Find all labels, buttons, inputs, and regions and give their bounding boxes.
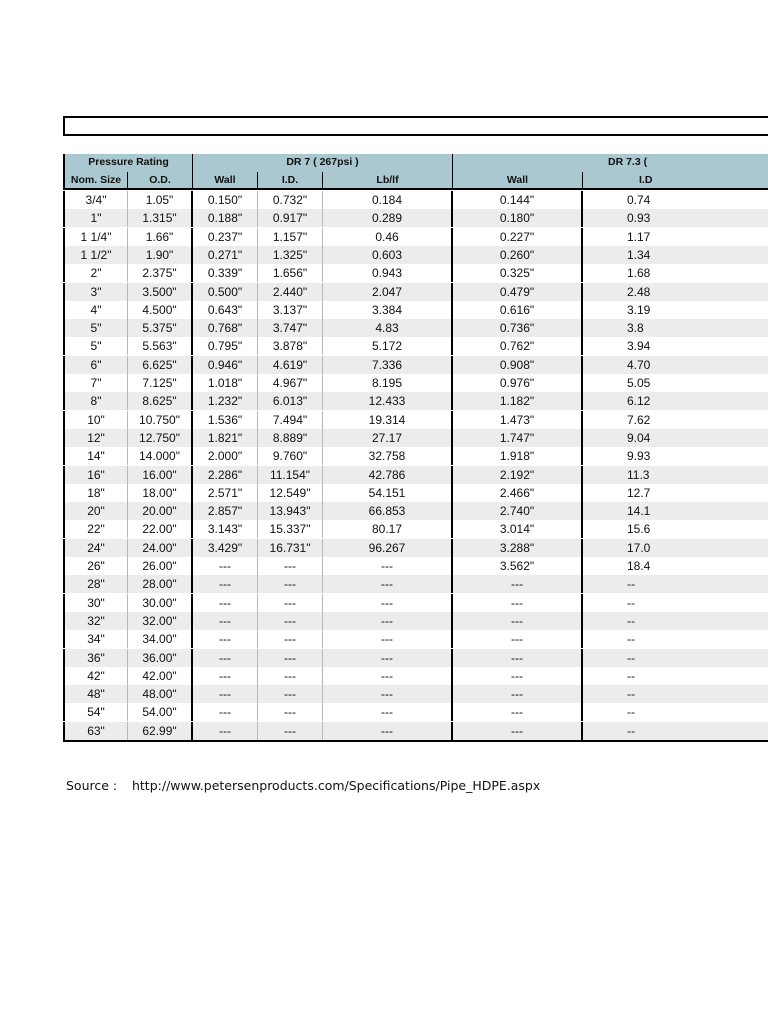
table-row xyxy=(63,319,768,337)
cell-lb-lf: --- xyxy=(323,667,453,685)
cell-nom-size: 24" xyxy=(63,539,128,557)
dr7-header: DR 7 ( 267psi ) xyxy=(193,154,453,172)
dr73-header: DR 7.3 ( xyxy=(453,154,768,172)
cell-id: 6.013" xyxy=(258,392,323,410)
cell-lb-lf: 27.17 xyxy=(323,429,453,447)
table-row xyxy=(63,703,768,721)
cell-nom-size: 1 1/4" xyxy=(63,228,128,246)
cell-id-2: 1.68 xyxy=(627,266,651,281)
cell-nom-size: 34" xyxy=(63,630,128,648)
cell-id: 4.967" xyxy=(258,374,323,392)
cell-od: 7.125" xyxy=(128,374,193,392)
col-id: I.D. xyxy=(258,172,323,190)
cell-lb-lf: 0.289 xyxy=(323,209,453,227)
cell-wall-2: 0.908" xyxy=(453,356,583,374)
table-row xyxy=(63,557,768,575)
cell-od: 1.66" xyxy=(128,228,193,246)
cell-nom-size: 10" xyxy=(63,411,128,429)
cell-nom-size: 16" xyxy=(63,466,128,484)
cell-nom-size: 20" xyxy=(63,502,128,520)
cell-wall-2: 1.918" xyxy=(453,447,583,465)
cell-id-2: 17.0 xyxy=(583,539,768,557)
cell-id-2: 11.3 xyxy=(583,466,768,484)
cell-od: 5.563" xyxy=(128,337,193,355)
table-row xyxy=(63,283,768,301)
col-wall: Wall xyxy=(193,172,258,190)
cell-id: 15.337" xyxy=(258,520,323,538)
cell-od: 42.00" xyxy=(128,667,193,685)
table-row xyxy=(63,502,768,520)
cell-id: --- xyxy=(258,575,323,593)
cell-od: 16.00" xyxy=(128,466,193,484)
cell-id-2: -- xyxy=(627,668,635,683)
cell-id-2: 0.93 xyxy=(583,209,768,227)
cell-lb-lf: 2.047 xyxy=(323,283,453,301)
cell-wall: 2.000" xyxy=(193,447,258,465)
cell-wall: 2.571" xyxy=(193,484,258,502)
cell-od: 22.00" xyxy=(128,520,193,538)
cell-wall: --- xyxy=(193,667,258,685)
table-row xyxy=(63,722,768,740)
cell-lb-lf: 0.184 xyxy=(323,191,453,209)
cell-id: 3.878" xyxy=(258,337,323,355)
table-row xyxy=(63,246,768,264)
cell-nom-size: 28" xyxy=(63,575,128,593)
cell-lb-lf: 0.943 xyxy=(323,264,453,282)
cell-wall: 0.188" xyxy=(193,209,258,227)
cell-nom-size: 8" xyxy=(63,392,128,410)
cell-wall-2: --- xyxy=(453,594,583,612)
cell-id: 4.619" xyxy=(258,356,323,374)
table-title-bar xyxy=(63,116,768,136)
cell-nom-size: 63" xyxy=(63,722,128,740)
cell-wall: --- xyxy=(193,630,258,648)
cell-id: 3.137" xyxy=(258,301,323,319)
cell-id-2: 7.62 xyxy=(627,412,651,427)
cell-id-2: 1.34 xyxy=(583,246,768,264)
cell-id-2: -- xyxy=(583,685,768,703)
col-nom-size: Nom. Size xyxy=(63,172,128,190)
cell-id: --- xyxy=(258,612,323,630)
cell-wall: --- xyxy=(193,594,258,612)
column-header-row xyxy=(63,172,768,190)
cell-nom-size: 6" xyxy=(63,356,128,374)
cell-id-2: 3.94 xyxy=(627,339,651,354)
cell-od: 1.05" xyxy=(128,191,193,209)
cell-wall-2: 0.144" xyxy=(453,191,583,209)
table-row xyxy=(63,575,768,593)
cell-id: 9.760" xyxy=(258,447,323,465)
cell-wall: 1.536" xyxy=(193,411,258,429)
cell-wall-2: 0.616" xyxy=(453,301,583,319)
cell-od: 6.625" xyxy=(128,356,193,374)
cell-wall-2: 0.227" xyxy=(453,228,583,246)
cell-lb-lf: 80.17 xyxy=(323,520,453,538)
cell-wall: 1.821" xyxy=(193,429,258,447)
cell-od: 34.00" xyxy=(128,630,193,648)
cell-id: --- xyxy=(258,685,323,703)
cell-nom-size: 7" xyxy=(63,374,128,392)
cell-id-2: -- xyxy=(627,705,635,720)
cell-id: --- xyxy=(258,594,323,612)
cell-od: 5.375" xyxy=(128,319,193,337)
source-line xyxy=(66,778,540,793)
cell-wall: --- xyxy=(193,685,258,703)
cell-lb-lf: 0.603 xyxy=(323,246,453,264)
table-row xyxy=(63,374,768,392)
cell-wall-2: --- xyxy=(453,685,583,703)
pressure-rating-header: Pressure Rating xyxy=(63,154,193,172)
table-row xyxy=(63,191,768,209)
cell-od: 2.375" xyxy=(128,264,193,282)
cell-wall-2: 3.288" xyxy=(453,539,583,557)
cell-id-2: -- xyxy=(583,612,768,630)
cell-id-2: 18.4 xyxy=(627,559,651,573)
cell-id-2: 12.7 xyxy=(627,485,651,500)
cell-id-2: -- xyxy=(583,575,768,593)
cell-id: 12.549" xyxy=(258,484,323,502)
cell-od: 54.00" xyxy=(128,703,193,721)
cell-lb-lf: 19.314 xyxy=(323,411,453,429)
cell-id: 1.656" xyxy=(258,264,323,282)
cell-nom-size: 1" xyxy=(63,209,128,227)
cell-id-2: -- xyxy=(627,632,635,647)
cell-od: 14.000" xyxy=(128,447,193,465)
cell-lb-lf: 54.151 xyxy=(323,484,453,502)
table-row xyxy=(63,301,768,319)
cell-id: 0.732" xyxy=(258,191,323,209)
cell-wall: 0.946" xyxy=(193,356,258,374)
cell-od: 24.00" xyxy=(128,539,193,557)
cell-id-2: 9.04 xyxy=(583,429,768,447)
cell-id-2: -- xyxy=(583,649,768,667)
cell-id: --- xyxy=(258,667,323,685)
cell-lb-lf: 42.786 xyxy=(323,466,453,484)
cell-id-2: 14.1 xyxy=(583,502,768,520)
table-row xyxy=(63,649,768,667)
cell-wall: 2.286" xyxy=(193,466,258,484)
cell-wall: 0.643" xyxy=(193,301,258,319)
cell-lb-lf: 7.336 xyxy=(323,356,453,374)
cell-nom-size: 1 1/2" xyxy=(63,246,128,264)
cell-id-2: 1.17 xyxy=(627,229,651,244)
cell-id-2: 3.8 xyxy=(583,319,768,337)
cell-wall-2: 0.479" xyxy=(453,283,583,301)
cell-lb-lf: --- xyxy=(323,630,453,648)
col-wall-2: Wall xyxy=(453,172,583,190)
cell-id-2: 15.6 xyxy=(627,522,651,537)
cell-wall-2: --- xyxy=(453,649,583,667)
cell-id: 13.943" xyxy=(258,502,323,520)
cell-id: 1.325" xyxy=(258,246,323,264)
table-row xyxy=(63,392,768,410)
cell-nom-size: 5" xyxy=(63,319,128,337)
cell-lb-lf: --- xyxy=(323,649,453,667)
cell-wall-2: 0.325" xyxy=(453,264,583,282)
cell-nom-size: 26" xyxy=(63,557,128,575)
cell-lb-lf: --- xyxy=(323,685,453,703)
cell-wall: 3.143" xyxy=(193,520,258,538)
table-row xyxy=(63,228,768,246)
cell-wall-2: 2.740" xyxy=(453,502,583,520)
cell-wall-2: --- xyxy=(453,667,583,685)
cell-lb-lf: --- xyxy=(323,575,453,593)
cell-id: --- xyxy=(258,649,323,667)
cell-nom-size: 54" xyxy=(63,703,128,721)
cell-wall-2: 2.192" xyxy=(453,466,583,484)
cell-nom-size: 3/4" xyxy=(63,191,128,209)
cell-nom-size: 18" xyxy=(63,484,128,502)
table-row xyxy=(63,411,768,429)
cell-od: 18.00" xyxy=(128,484,193,502)
cell-lb-lf: --- xyxy=(323,594,453,612)
table-row xyxy=(63,356,768,374)
cell-lb-lf: --- xyxy=(323,612,453,630)
cell-lb-lf: --- xyxy=(323,722,453,740)
cell-wall-2: 3.562" xyxy=(453,557,583,575)
cell-nom-size: 48" xyxy=(63,685,128,703)
cell-wall: 0.150" xyxy=(193,191,258,209)
cell-nom-size: 3" xyxy=(63,283,128,301)
cell-wall-2: --- xyxy=(453,722,583,740)
cell-id-2: 6.12 xyxy=(583,392,768,410)
cell-od: 20.00" xyxy=(128,502,193,520)
cell-wall: 0.500" xyxy=(193,283,258,301)
cell-id: --- xyxy=(258,722,323,740)
cell-od: 3.500" xyxy=(128,283,193,301)
table-row xyxy=(63,520,768,538)
table-row xyxy=(63,539,768,557)
cell-id: 7.494" xyxy=(258,411,323,429)
cell-nom-size: 22" xyxy=(63,520,128,538)
cell-nom-size: 36" xyxy=(63,649,128,667)
cell-lb-lf: 3.384 xyxy=(323,301,453,319)
cell-id: --- xyxy=(258,557,323,575)
cell-id: 11.154" xyxy=(258,466,323,484)
cell-wall: 0.271" xyxy=(193,246,258,264)
cell-nom-size: 30" xyxy=(63,594,128,612)
cell-od: 1.90" xyxy=(128,246,193,264)
table-row xyxy=(63,264,768,282)
table-row xyxy=(63,630,768,648)
cell-wall: 0.795" xyxy=(193,337,258,355)
cell-wall-2: 0.180" xyxy=(453,209,583,227)
cell-wall: --- xyxy=(193,649,258,667)
cell-nom-size: 2" xyxy=(63,264,128,282)
cell-wall-2: 0.736" xyxy=(453,319,583,337)
cell-lb-lf: 12.433 xyxy=(323,392,453,410)
cell-id: 8.889" xyxy=(258,429,323,447)
table-row xyxy=(63,667,768,685)
col-od: O.D. xyxy=(128,172,193,190)
table-row xyxy=(63,209,768,227)
table-row xyxy=(63,484,768,502)
cell-od: 26.00" xyxy=(128,557,193,575)
col-id-2: I.D xyxy=(583,172,768,190)
cell-wall: 0.768" xyxy=(193,319,258,337)
table-bottom-border xyxy=(63,740,768,742)
cell-wall-2: 1.747" xyxy=(453,429,583,447)
cell-id: 2.440" xyxy=(258,283,323,301)
cell-lb-lf: --- xyxy=(323,703,453,721)
cell-id-2: 5.05 xyxy=(627,376,651,390)
cell-wall: 2.857" xyxy=(193,502,258,520)
cell-wall: 1.232" xyxy=(193,392,258,410)
cell-wall-2: 1.182" xyxy=(453,392,583,410)
cell-id-2: 2.48 xyxy=(583,283,768,301)
cell-id: --- xyxy=(258,630,323,648)
cell-wall: --- xyxy=(193,612,258,630)
cell-od: 8.625" xyxy=(128,392,193,410)
cell-nom-size: 14" xyxy=(63,447,128,465)
cell-nom-size: 4" xyxy=(63,301,128,319)
table-row xyxy=(63,612,768,630)
cell-od: 62.99" xyxy=(128,722,193,740)
cell-od: 10.750" xyxy=(128,411,193,429)
cell-nom-size: 12" xyxy=(63,429,128,447)
table-row xyxy=(63,429,768,447)
cell-lb-lf: 0.46 xyxy=(323,228,453,246)
cell-lb-lf: 4.83 xyxy=(323,319,453,337)
cell-nom-size: 32" xyxy=(63,612,128,630)
cell-id-2: -- xyxy=(627,595,635,610)
cell-lb-lf: 5.172 xyxy=(323,337,453,355)
cell-wall: 0.339" xyxy=(193,264,258,282)
pipe-spec-table xyxy=(63,116,768,742)
col-lb-lf: Lb/lf xyxy=(323,172,453,190)
cell-id-2: -- xyxy=(583,722,768,740)
cell-wall-2: --- xyxy=(453,612,583,630)
cell-wall-2: --- xyxy=(453,575,583,593)
cell-id: 16.731" xyxy=(258,539,323,557)
cell-lb-lf: 32.758 xyxy=(323,447,453,465)
table-row xyxy=(63,337,768,355)
cell-lb-lf: --- xyxy=(323,557,453,575)
source-url: http://www.petersenproducts.com/Specifications/Pipe_HDPE.aspx xyxy=(131,778,541,793)
cell-wall: --- xyxy=(193,575,258,593)
source-label: Source : xyxy=(66,778,118,793)
cell-od: 4.500" xyxy=(128,301,193,319)
cell-wall: --- xyxy=(193,557,258,575)
cell-od: 12.750" xyxy=(128,429,193,447)
cell-od: 48.00" xyxy=(128,685,193,703)
cell-od: 32.00" xyxy=(128,612,193,630)
cell-od: 28.00" xyxy=(128,575,193,593)
table-row xyxy=(63,466,768,484)
cell-id: 0.917" xyxy=(258,209,323,227)
cell-od: 30.00" xyxy=(128,594,193,612)
cell-wall: 0.237" xyxy=(193,228,258,246)
cell-wall-2: 0.762" xyxy=(453,337,583,355)
cell-id-2: 4.70 xyxy=(583,356,768,374)
cell-lb-lf: 8.195 xyxy=(323,374,453,392)
cell-wall-2: 0.976" xyxy=(453,374,583,392)
cell-id-2: 0.74 xyxy=(627,193,651,207)
cell-wall: 1.018" xyxy=(193,374,258,392)
cell-id: 1.157" xyxy=(258,228,323,246)
cell-wall-2: --- xyxy=(453,703,583,721)
table-row xyxy=(63,685,768,703)
cell-nom-size: 5" xyxy=(63,337,128,355)
cell-wall: --- xyxy=(193,703,258,721)
cell-wall-2: 1.473" xyxy=(453,411,583,429)
cell-od: 36.00" xyxy=(128,649,193,667)
cell-id-2: 9.93 xyxy=(627,449,651,464)
cell-wall-2: --- xyxy=(453,630,583,648)
cell-id-2: 3.19 xyxy=(627,302,651,317)
cell-wall-2: 2.466" xyxy=(453,484,583,502)
cell-wall-2: 0.260" xyxy=(453,246,583,264)
table-row xyxy=(63,594,768,612)
cell-lb-lf: 66.853 xyxy=(323,502,453,520)
cell-lb-lf: 96.267 xyxy=(323,539,453,557)
cell-wall: 3.429" xyxy=(193,539,258,557)
cell-id: --- xyxy=(258,703,323,721)
cell-od: 1.315" xyxy=(128,209,193,227)
cell-wall-2: 3.014" xyxy=(453,520,583,538)
table-header-row xyxy=(63,154,768,173)
cell-id: 3.747" xyxy=(258,319,323,337)
cell-wall: --- xyxy=(193,722,258,740)
table-row xyxy=(63,447,768,465)
cell-nom-size: 42" xyxy=(63,667,128,685)
